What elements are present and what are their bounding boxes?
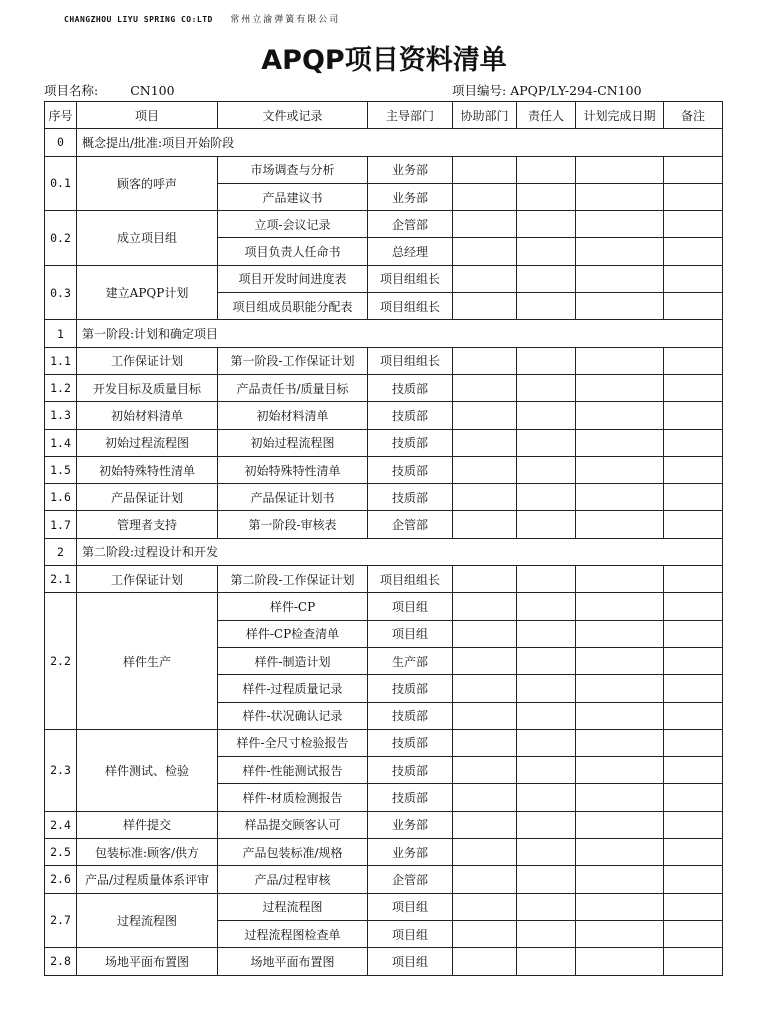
row-owner (517, 893, 576, 920)
row-remarks (664, 293, 723, 320)
table-row (45, 156, 723, 183)
row-owner (517, 238, 576, 265)
row-doc: 第二阶段-工作保证计划 (218, 566, 368, 593)
row-assist-dept (453, 293, 517, 320)
row-assist-dept (453, 238, 517, 265)
row-owner (517, 293, 576, 320)
document-title: APQP项目资料清单 (261, 45, 507, 76)
row-remarks (664, 729, 723, 756)
row-item: 样件生产 (77, 593, 218, 729)
row-assist-dept (453, 620, 517, 647)
section-seq: 0 (45, 129, 77, 156)
row-doc: 样件-CP检查清单 (218, 620, 368, 647)
row-lead-dept: 项目组组长 (368, 347, 453, 374)
header-cell-seq: 序号 (45, 102, 77, 129)
project-number-label: 项目编号: (452, 83, 507, 98)
row-plan-date (576, 484, 664, 511)
table-row (45, 402, 723, 429)
row-seq: 2.2 (45, 593, 77, 729)
row-assist-dept (453, 811, 517, 838)
row-assist-dept (453, 948, 517, 975)
row-remarks (664, 183, 723, 210)
row-assist-dept (453, 839, 517, 866)
row-item: 样件提交 (77, 811, 218, 838)
row-plan-date (576, 347, 664, 374)
table-row (45, 839, 723, 866)
table-header-row (45, 102, 723, 129)
row-doc: 初始材料清单 (218, 402, 368, 429)
row-owner (517, 811, 576, 838)
row-plan-date (576, 702, 664, 729)
row-assist-dept (453, 484, 517, 511)
row-plan-date (576, 511, 664, 538)
row-plan-date (576, 593, 664, 620)
row-owner (517, 183, 576, 210)
row-owner (517, 402, 576, 429)
row-assist-dept (453, 374, 517, 401)
header-cell-plan-date: 计划完成日期 (576, 102, 664, 129)
row-assist-dept (453, 347, 517, 374)
apqp-checklist-table (44, 101, 723, 976)
row-remarks (664, 456, 723, 483)
row-assist-dept (453, 675, 517, 702)
row-lead-dept: 项目组组长 (368, 293, 453, 320)
row-assist-dept (453, 893, 517, 920)
table-row (45, 456, 723, 483)
row-assist-dept (453, 183, 517, 210)
row-owner (517, 511, 576, 538)
project-name-label: 项目名称: (44, 83, 99, 98)
row-assist-dept (453, 402, 517, 429)
row-owner (517, 729, 576, 756)
row-lead-dept: 技质部 (368, 784, 453, 811)
row-lead-dept: 技质部 (368, 729, 453, 756)
row-assist-dept (453, 211, 517, 238)
table-row (45, 811, 723, 838)
row-lead-dept: 项目组 (368, 893, 453, 920)
row-owner (517, 566, 576, 593)
section-seq: 1 (45, 320, 77, 347)
row-remarks (664, 347, 723, 374)
row-doc: 样件-材质检测报告 (218, 784, 368, 811)
row-lead-dept: 业务部 (368, 156, 453, 183)
row-doc: 样品提交顾客认可 (218, 811, 368, 838)
company-header (64, 12, 340, 25)
row-seq: 1.5 (45, 456, 77, 483)
row-item: 初始材料清单 (77, 402, 218, 429)
row-doc: 样件-性能测试报告 (218, 757, 368, 784)
row-assist-dept (453, 156, 517, 183)
row-seq: 1.6 (45, 484, 77, 511)
row-doc: 过程流程图 (218, 893, 368, 920)
row-lead-dept: 技质部 (368, 456, 453, 483)
table-row (45, 374, 723, 401)
row-remarks (664, 484, 723, 511)
row-plan-date (576, 456, 664, 483)
row-seq: 1.1 (45, 347, 77, 374)
row-plan-date (576, 920, 664, 947)
row-lead-dept: 项目组组长 (368, 265, 453, 292)
table-row (45, 729, 723, 756)
row-doc: 项目开发时间进度表 (218, 265, 368, 292)
row-seq: 2.6 (45, 866, 77, 893)
row-remarks (664, 647, 723, 674)
header-cell-owner: 责任人 (517, 102, 576, 129)
row-owner (517, 211, 576, 238)
row-assist-dept (453, 265, 517, 292)
row-lead-dept: 企管部 (368, 211, 453, 238)
row-remarks (664, 811, 723, 838)
row-lead-dept: 技质部 (368, 374, 453, 401)
row-item: 包装标准:顾客/供方 (77, 839, 218, 866)
row-owner (517, 866, 576, 893)
row-remarks (664, 566, 723, 593)
row-owner (517, 784, 576, 811)
row-owner (517, 702, 576, 729)
row-doc: 第一阶段-审核表 (218, 511, 368, 538)
row-plan-date (576, 839, 664, 866)
header-cell-doc: 文件或记录 (218, 102, 368, 129)
row-doc: 过程流程图检查单 (218, 920, 368, 947)
row-assist-dept (453, 593, 517, 620)
section-title: 概念提出/批准:项目开始阶段 (77, 129, 723, 156)
row-owner (517, 156, 576, 183)
row-lead-dept: 技质部 (368, 484, 453, 511)
row-remarks (664, 593, 723, 620)
row-doc: 产品包装标准/规格 (218, 839, 368, 866)
row-lead-dept: 技质部 (368, 675, 453, 702)
table-row (45, 429, 723, 456)
row-remarks (664, 784, 723, 811)
row-plan-date (576, 893, 664, 920)
row-assist-dept (453, 729, 517, 756)
row-seq: 2.8 (45, 948, 77, 975)
table-row (45, 511, 723, 538)
row-assist-dept (453, 784, 517, 811)
row-doc: 样件-制造计划 (218, 647, 368, 674)
row-lead-dept: 项目组 (368, 920, 453, 947)
row-plan-date (576, 402, 664, 429)
project-name-value: CN100 (130, 83, 175, 98)
row-seq: 2.7 (45, 893, 77, 948)
row-item: 样件测试、检验 (77, 729, 218, 811)
row-remarks (664, 402, 723, 429)
row-plan-date (576, 183, 664, 210)
row-doc: 项目负责人任命书 (218, 238, 368, 265)
row-item: 开发目标及质量目标 (77, 374, 218, 401)
row-plan-date (576, 784, 664, 811)
project-number (452, 81, 642, 99)
header-cell-item: 项目 (77, 102, 218, 129)
row-seq: 1.7 (45, 511, 77, 538)
row-seq: 2.4 (45, 811, 77, 838)
row-assist-dept (453, 702, 517, 729)
row-assist-dept (453, 866, 517, 893)
row-owner (517, 948, 576, 975)
row-owner (517, 484, 576, 511)
row-doc: 产品建议书 (218, 183, 368, 210)
row-owner (517, 347, 576, 374)
row-lead-dept: 技质部 (368, 402, 453, 429)
row-remarks (664, 702, 723, 729)
row-remarks (664, 675, 723, 702)
table-body (45, 102, 723, 976)
section-row (45, 320, 723, 347)
row-lead-dept: 企管部 (368, 866, 453, 893)
table-row (45, 948, 723, 975)
row-remarks (664, 238, 723, 265)
row-plan-date (576, 566, 664, 593)
header-cell-remarks: 备注 (664, 102, 723, 129)
row-doc: 样件-状况确认记录 (218, 702, 368, 729)
header-cell-lead-dept: 主导部门 (368, 102, 453, 129)
row-item: 初始特殊特性清单 (77, 456, 218, 483)
row-doc: 项目组成员职能分配表 (218, 293, 368, 320)
row-lead-dept: 项目组 (368, 593, 453, 620)
row-remarks (664, 511, 723, 538)
row-remarks (664, 211, 723, 238)
row-remarks (664, 866, 723, 893)
row-assist-dept (453, 647, 517, 674)
row-plan-date (576, 675, 664, 702)
row-remarks (664, 920, 723, 947)
row-remarks (664, 839, 723, 866)
section-row (45, 538, 723, 565)
row-owner (517, 265, 576, 292)
row-seq: 2.5 (45, 839, 77, 866)
row-lead-dept: 业务部 (368, 183, 453, 210)
row-doc: 场地平面布置图 (218, 948, 368, 975)
row-plan-date (576, 211, 664, 238)
header-cell-assist-dept: 协助部门 (453, 102, 517, 129)
row-item: 初始过程流程图 (77, 429, 218, 456)
row-remarks (664, 893, 723, 920)
row-owner (517, 620, 576, 647)
row-lead-dept: 技质部 (368, 702, 453, 729)
row-remarks (664, 374, 723, 401)
row-doc: 产品/过程审核 (218, 866, 368, 893)
row-owner (517, 456, 576, 483)
row-remarks (664, 156, 723, 183)
row-doc: 立项-会议记录 (218, 211, 368, 238)
row-plan-date (576, 374, 664, 401)
company-name-en: CHANGZHOU LIYU SPRING CO:LTD (64, 15, 213, 24)
row-plan-date (576, 620, 664, 647)
row-assist-dept (453, 429, 517, 456)
row-doc: 市场调查与分析 (218, 156, 368, 183)
row-item: 产品/过程质量体系评审 (77, 866, 218, 893)
row-seq: 1.4 (45, 429, 77, 456)
row-seq: 2.3 (45, 729, 77, 811)
row-remarks (664, 757, 723, 784)
table-row (45, 265, 723, 292)
row-remarks (664, 429, 723, 456)
row-item: 顾客的呼声 (77, 156, 218, 211)
row-seq: 1.2 (45, 374, 77, 401)
row-doc: 第一阶段-工作保证计划 (218, 347, 368, 374)
table-row (45, 347, 723, 374)
row-lead-dept: 总经理 (368, 238, 453, 265)
row-assist-dept (453, 511, 517, 538)
row-plan-date (576, 293, 664, 320)
row-lead-dept: 业务部 (368, 839, 453, 866)
table-row (45, 566, 723, 593)
row-doc: 产品责任书/质量目标 (218, 374, 368, 401)
row-item: 工作保证计划 (77, 347, 218, 374)
row-item: 建立APQP计划 (77, 265, 218, 320)
row-doc: 样件-过程质量记录 (218, 675, 368, 702)
table-row (45, 866, 723, 893)
row-lead-dept: 项目组 (368, 948, 453, 975)
table-row (45, 211, 723, 238)
row-remarks (664, 620, 723, 647)
row-plan-date (576, 647, 664, 674)
row-seq: 0.3 (45, 265, 77, 320)
table-row (45, 593, 723, 620)
row-lead-dept: 项目组 (368, 620, 453, 647)
row-owner (517, 647, 576, 674)
row-seq: 0.2 (45, 211, 77, 266)
row-lead-dept: 业务部 (368, 811, 453, 838)
row-owner (517, 429, 576, 456)
section-seq: 2 (45, 538, 77, 565)
row-plan-date (576, 948, 664, 975)
row-owner (517, 675, 576, 702)
row-owner (517, 920, 576, 947)
row-plan-date (576, 238, 664, 265)
row-item: 工作保证计划 (77, 566, 218, 593)
row-doc: 产品保证计划书 (218, 484, 368, 511)
section-title: 第二阶段:过程设计和开发 (77, 538, 723, 565)
row-doc: 初始过程流程图 (218, 429, 368, 456)
row-item: 产品保证计划 (77, 484, 218, 511)
table-row (45, 484, 723, 511)
project-number-value: APQP/LY-294-CN100 (510, 83, 642, 98)
row-lead-dept: 生产部 (368, 647, 453, 674)
row-assist-dept (453, 566, 517, 593)
row-assist-dept (453, 456, 517, 483)
row-item: 管理者支持 (77, 511, 218, 538)
row-seq: 1.3 (45, 402, 77, 429)
row-lead-dept: 企管部 (368, 511, 453, 538)
row-seq: 2.1 (45, 566, 77, 593)
row-doc: 样件-CP (218, 593, 368, 620)
row-owner (517, 593, 576, 620)
row-remarks (664, 948, 723, 975)
row-seq: 0.1 (45, 156, 77, 211)
company-name-cn: 常州立渝弹簧有限公司 (230, 15, 341, 25)
row-remarks (664, 265, 723, 292)
row-lead-dept: 技质部 (368, 429, 453, 456)
row-doc: 初始特殊特性清单 (218, 456, 368, 483)
row-item: 场地平面布置图 (77, 948, 218, 975)
row-plan-date (576, 757, 664, 784)
section-row (45, 129, 723, 156)
table-row (45, 893, 723, 920)
row-assist-dept (453, 757, 517, 784)
row-owner (517, 374, 576, 401)
row-owner (517, 757, 576, 784)
row-owner (517, 839, 576, 866)
row-lead-dept: 技质部 (368, 757, 453, 784)
row-plan-date (576, 729, 664, 756)
row-plan-date (576, 429, 664, 456)
row-doc: 样件-全尺寸检验报告 (218, 729, 368, 756)
project-name (44, 81, 175, 99)
row-plan-date (576, 866, 664, 893)
row-plan-date (576, 811, 664, 838)
row-assist-dept (453, 920, 517, 947)
row-lead-dept: 项目组组长 (368, 566, 453, 593)
row-item: 过程流程图 (77, 893, 218, 948)
row-plan-date (576, 156, 664, 183)
row-item: 成立项目组 (77, 211, 218, 266)
row-plan-date (576, 265, 664, 292)
section-title: 第一阶段:计划和确定项目 (77, 320, 723, 347)
